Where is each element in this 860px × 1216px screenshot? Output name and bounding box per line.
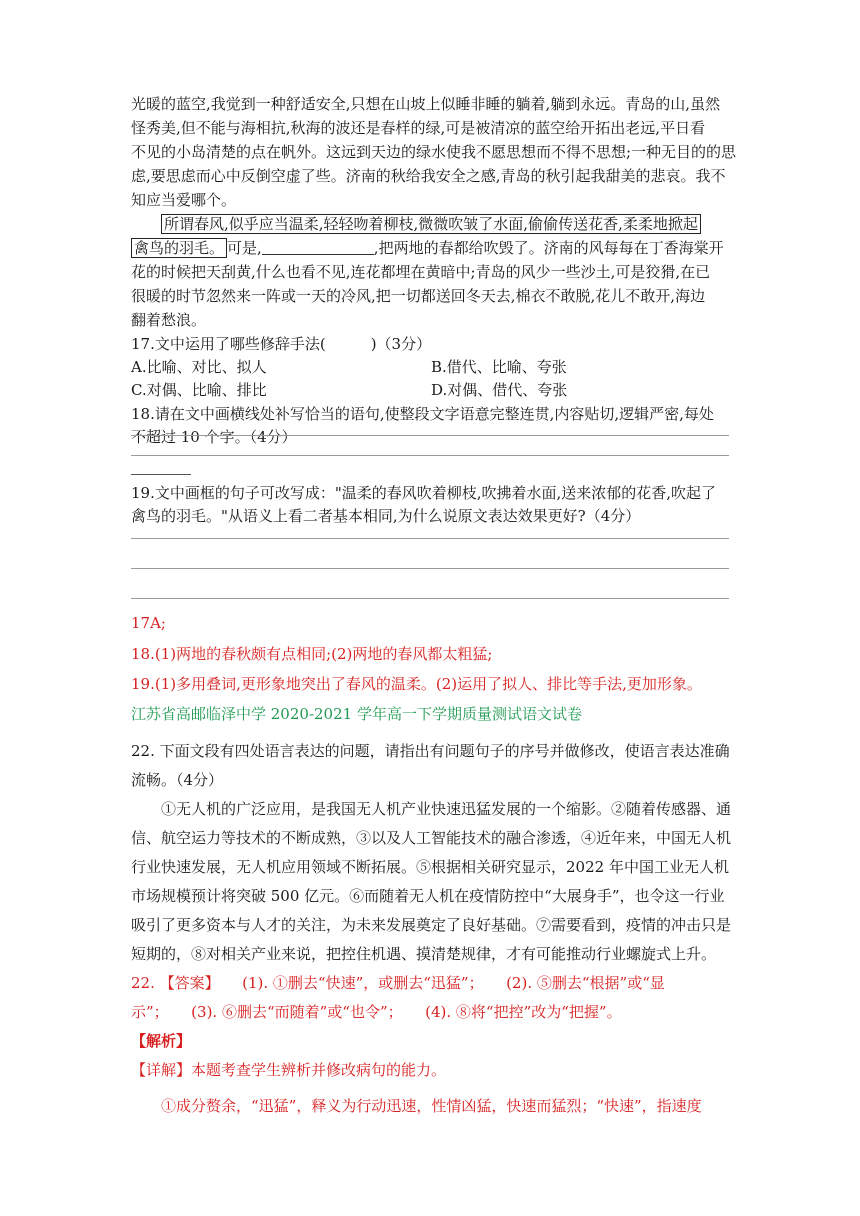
options-row — [131, 356, 731, 379]
answer-line — [131, 538, 729, 539]
passage-line: 翻着愁浪。 — [131, 311, 207, 329]
question-stem: 17.文中运用了哪些修辞手法( )（3分） — [131, 335, 432, 353]
paragraph-line: 短期的，⑧对相关产业来说，把控住机遇、摸清楚规律，才有可能推动行业螺旋式上升。 — [131, 945, 717, 963]
answer-22: 22. 【答案】 (1). ①删去“快速”，或删去“迅猛”； (2). ⑤删去“根据”或“显 — [131, 974, 665, 992]
passage-line: 光暖的蓝空,我觉到一种舒适安全,只想在山坡上似睡非睡的躺着,躺到永远。青岛的山,虽然 — [131, 95, 721, 113]
answer-22: 示”； (3). ⑥删去“而随着”或“也令”； (4). ⑧将“把控”改为“把握”。 — [131, 1003, 622, 1021]
answer-line — [131, 455, 729, 456]
answer-19: 19.(1)多用叠词,更形象地突出了春风的温柔。(2)运用了拟人、排比等手法,更加形象。 — [131, 675, 702, 693]
answer-18: 18.(1)两地的春秋颇有点相同;(2)两地的春风都太粗猛; — [131, 645, 493, 663]
passage-text: 可是, — [227, 239, 262, 257]
answer-line — [131, 598, 729, 599]
explanation-line: ①成分赘余，“迅猛”，释义为行动迅速，性情凶猛，快速而猛烈；“快速”，指速度 — [161, 1097, 702, 1115]
fill-blank — [262, 240, 374, 255]
question-stem: 19.文中画框的句子可改写成："温柔的春风吹着柳枝,吹拂着水面,送来浓郁的花香,吹起了 — [131, 484, 717, 502]
question-18 — [131, 403, 731, 449]
passage-line: 虑,要思虑而心中反倒空虚了些。济南的秋给我安全之感,青岛的秋引起我甜美的悲哀。我不 — [131, 167, 726, 185]
question-stem: 禽鸟的羽毛。"从语义上看二者基本相同,为什么说原文表达效果更好?（4分） — [131, 507, 641, 525]
option-a: A.比喻、对比、拟人 — [131, 358, 267, 376]
analysis-label: 【解析】 — [131, 1032, 192, 1050]
detailed-explanation: 【详解】本题考查学生辨析并修改病句的能力。 — [131, 1061, 447, 1079]
passage-line: 花的时候把天刮黄,什么也看不见,连花都埋在黄暗中;青岛的风少一些沙土,可是狡猾,在已 — [131, 263, 711, 281]
options-row — [131, 379, 731, 402]
paragraph-line: ①无人机的广泛应用，是我国无人机产业快速迅猛发展的一个缩影。②随着传感器、通 — [161, 800, 732, 818]
passage-line: 怪秀美,但不能与海相抗,秋海的波还是春样的绿,可是被清凉的蓝空给开拓出老远,平日看 — [131, 119, 706, 137]
reading-passage — [131, 92, 737, 332]
question-stem: 18.请在文中画横线处补写恰当的语句,使整段文字语意完整连贯,内容贴切,逻辑严密,每处 — [131, 405, 714, 423]
option-b: B.借代、比喻、夸张 — [431, 358, 567, 376]
answer-line — [131, 568, 729, 569]
question-stem: 不超过 10 个字。（4分） — [131, 428, 297, 446]
source-title: 江苏省高邮临泽中学 2020-2021 学年高一下学期质量测试语文试卷 — [131, 705, 582, 723]
passage-line — [131, 212, 731, 236]
passage-line: 不见的小岛清楚的点在帆外。这远到天边的绿水使我不愿思想而不得不思想;一种无目的的思 — [131, 143, 737, 161]
passage-text: ,把两地的春都给吹毁了。济南的风每每在丁香海棠开 — [373, 239, 724, 257]
boxed-sentence: 禽鸟的羽毛。 — [131, 238, 227, 258]
question-19 — [131, 482, 731, 528]
option-d: D.对偶、借代、夸张 — [431, 381, 568, 399]
answer-line — [131, 474, 191, 475]
question-17 — [131, 333, 731, 402]
boxed-sentence: 所谓春风,似乎应当温柔,轻轻吻着柳枝,微微吹皱了水面,偷偷传送花香,柔柔地掀起 — [161, 214, 701, 234]
passage-line: 知应当爱哪个。 — [131, 191, 237, 209]
question-stem: 流畅。（4分） — [131, 771, 224, 789]
answer-17: 17A; — [131, 614, 166, 632]
question-stem: 22. 下面文段有四处语言表达的问题，请指出有问题句子的序号并做修改，使语言表达准确 — [131, 742, 730, 760]
answer-line — [131, 435, 729, 436]
paragraph-line: 吸引了更多资本与人才的关注，为未来发展奠定了良好基础。⑦需要看到，疫情的冲击只是 — [131, 916, 732, 934]
option-c: C.对偶、比喻、排比 — [131, 381, 267, 399]
paragraph-line: 信、航空运力等技术的不断成熟，③以及人工智能技术的融合渗透，④近年来，中国无人机 — [131, 829, 732, 847]
question-22 — [131, 737, 731, 1121]
passage-line — [131, 236, 731, 260]
passage-line: 很暖的时节忽然来一阵或一天的冷风,把一切都送回冬天去,棉衣不敢脱,花儿不敢开,海边 — [131, 287, 706, 305]
paragraph-line: 行业快速发展，无人机应用领域不断拓展。⑤根据相关研究显示，2022 年中国工业无人机 — [131, 858, 729, 876]
paragraph-line: 市场规模预计将突破 500 亿元。⑥而随着无人机在疫情防控中“大展身手”，也令这一行业 — [131, 887, 725, 905]
